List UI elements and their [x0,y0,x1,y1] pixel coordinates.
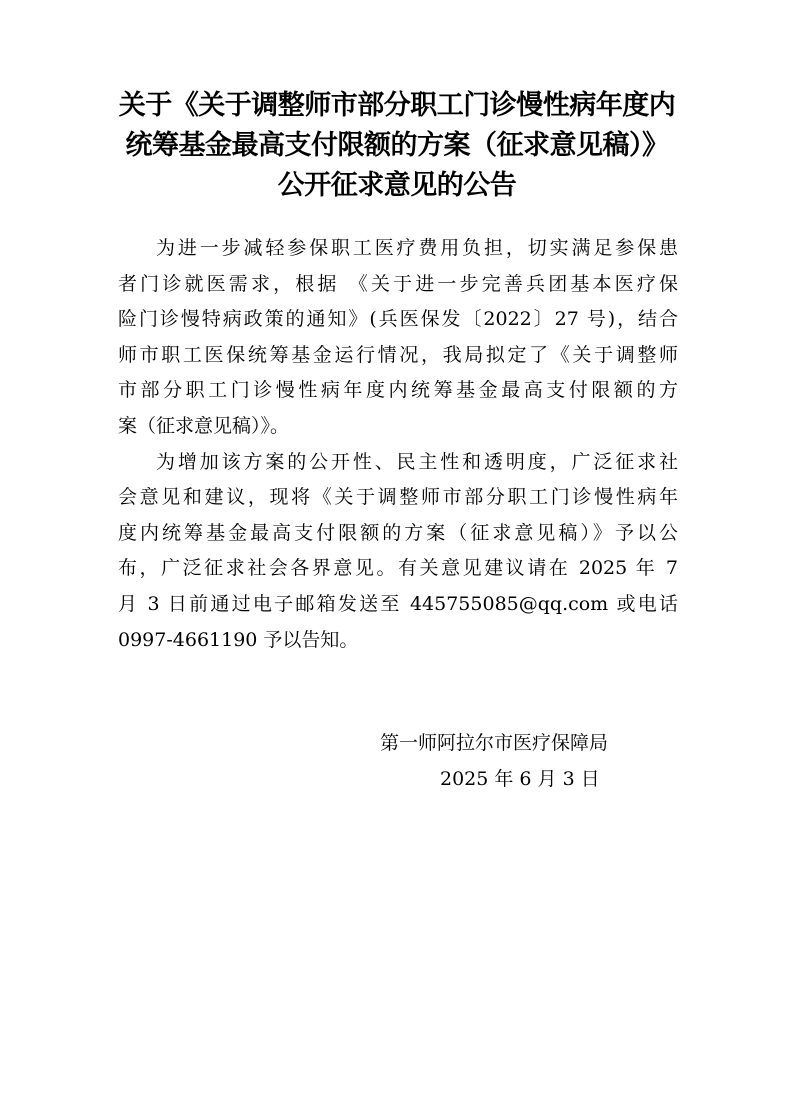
body-line: 者门诊就医需求，根据 《关于进一步完善兵团基本医疗保 [118,272,678,295]
body-line: 案（征求意见稿）》。 [118,414,290,437]
body-line: 0997-4661190 予以告知。 [118,628,359,651]
paragraph-1 [118,231,678,445]
body-line: 师市职工医保统筹基金运行情况，我局拟定了《关于调整师 [118,343,678,366]
body-line: 布，广泛征求社会各界意见。有关意见建议请在 2025 年 7 [118,557,678,580]
body-line: 月 3 日前通过电子邮箱发送至 445755085@qq.com 或电话 [118,592,678,615]
paragraph-2 [118,445,678,659]
issue-date: 2025 年 6 月 3 日 [440,768,600,790]
body-line: 市部分职工门诊慢性病年度内统筹基金最高支付限额的方 [118,379,678,402]
body-line: 为增加该方案的公开性、民主性和透明度，广泛征求社 [156,450,678,473]
signature-block [380,725,680,797]
body-line: 会意见和建议，现将《关于调整师市部分职工门诊慢性病年 [118,486,678,509]
title-line: 关于《关于调整师市部分职工门诊慢性病年度内 [118,90,676,121]
issuing-organization: 第一师阿拉尔市医疗保障局 [380,732,609,754]
body-line: 险门诊慢特病政策的通知》(兵医保发〔2022〕27 号)，结合 [118,308,678,331]
body-line: 度内统筹基金最高支付限额的方案（征求意见稿）》予以公 [118,521,678,544]
document-body [118,231,678,658]
document-title [100,86,694,206]
title-line: 统筹基金最高支付限额的方案（征求意见稿）》 [125,130,669,161]
body-line: 为进一步减轻参保职工医疗费用负担，切实满足参保患 [156,237,678,259]
title-line: 公开征求意见的公告 [277,170,517,201]
